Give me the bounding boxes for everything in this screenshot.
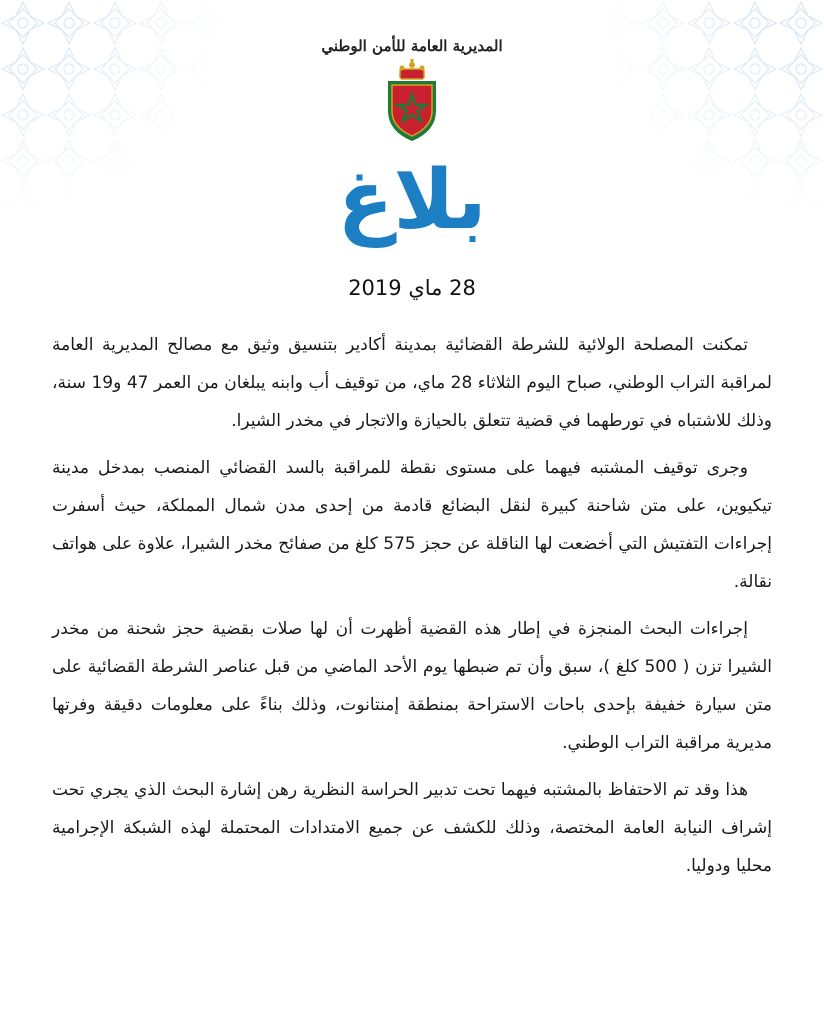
agency-name: المديرية العامة للأمن الوطني xyxy=(321,37,503,55)
letterhead xyxy=(0,36,824,143)
crown-icon xyxy=(400,59,425,79)
paragraph: هذا وقد تم الاحتفاظ بالمشتبه فيهما تحت تدبير الحراسة النظرية رهن إشارة البحث الذي يجري تحت إشراف النيابة العامة المختصة، وذلك للكشف عن جميع الامتدادات المحتملة لهذه الشبكة الإجرامية محليا ودوليا. xyxy=(52,780,772,876)
title-banner xyxy=(0,153,824,248)
national-security-emblem-icon xyxy=(380,59,444,143)
paragraph: إجراءات البحث المنجزة في إطار هذه القضية أظهرت أن لها صلات بقضية حجز شحنة من مخدر الشيرا تزن ( 500 كلغ )، سبق وأن تم ضبطها يوم الأحد الماضي من قبل عناصر الشرطة القضائية على متن سيارة خفيفة بإحدى باحات الاستراحة بمنطقة إمنتانوت، وذلك بناءً على معلومات دقيقة وفرتها مديرية مراقبة التراب الوطني. xyxy=(52,619,772,753)
paragraph: تمكنت المصلحة الولائية للشرطة القضائية بمدينة أكادير بتنسيق وثيق مع مصالح المديرية العامة لمراقبة التراب الوطني، صباح اليوم الثلاثاء 28 ماي، من توقيف أب وابنه يبلغان من العمر 47 و19 سنة، وذلك للاشتباه في تورطهما في قضية تتعلق بالحيازة والاتجار في مخدر الشيرا. xyxy=(52,335,772,431)
paragraph: وجرى توقيف المشتبه فيهما على مستوى نقطة للمراقبة بالسد القضائي المنصب بمدخل مدينة تيكيوين، على متن شاحنة كبيرة لنقل البضائع قادمة من إحدى مدن شمال المملكة، حيث أسفرت إجراءات التفتيش التي أخضعت لها الناقلة عن حجز 575 كلغ من صفائح مخدر الشيرا، علاوة على هواتف نقالة. xyxy=(52,458,772,592)
announcement-date: 28 ماي 2019 xyxy=(348,276,476,300)
announcement-body xyxy=(52,326,772,894)
page-title: بلاغ xyxy=(337,153,487,248)
